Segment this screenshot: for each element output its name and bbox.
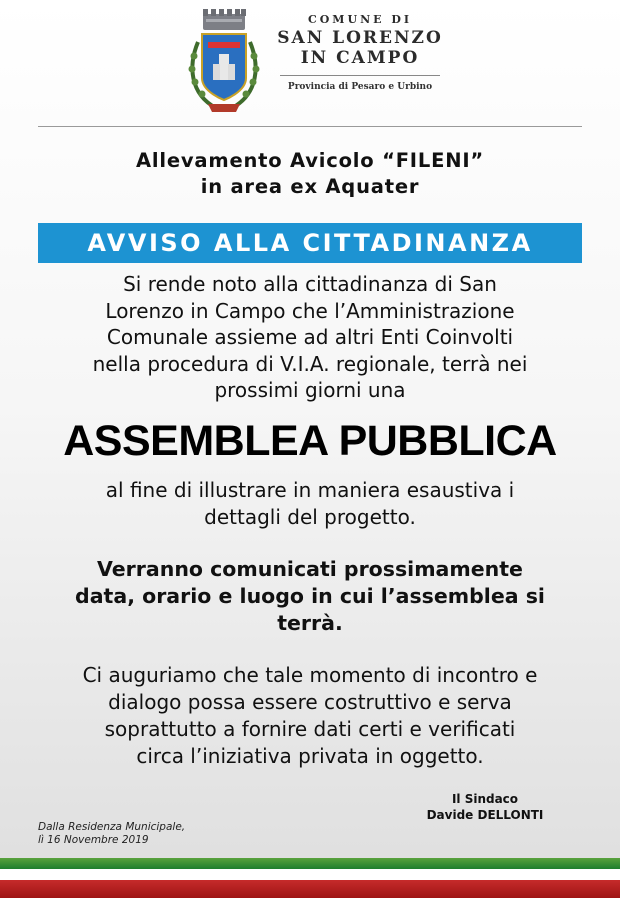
comune-name	[268, 12, 452, 93]
intro-line: Lorenzo in Campo che l’Amministrazione	[105, 298, 515, 323]
place-label: Dalla Residenza Municipale,	[38, 821, 186, 833]
closing-line: circa l’iniziativa privata in oggetto.	[136, 744, 484, 768]
place-date	[38, 821, 238, 847]
comune-line-3: IN CAMPO	[300, 48, 420, 68]
divider	[38, 126, 582, 127]
signature-block	[400, 791, 570, 823]
notice-subject	[0, 148, 620, 200]
closing-paragraph	[0, 662, 620, 770]
intro-line: prossimi giorni una	[214, 378, 406, 402]
notice-line: terrà.	[277, 611, 343, 635]
provincia-label: Provincia di Pesaro e Urbino	[287, 82, 433, 92]
purpose-line: al fine di illustrare in maniera esaustiva i	[105, 478, 515, 502]
notice-line: Verranno comunicati prossimamente	[97, 557, 523, 581]
flag-stripe-green	[0, 858, 620, 869]
closing-line: dialogo possa essere costruttivo e serva	[108, 690, 512, 714]
notice-banner: AVVISO ALLA CITTADINANZA	[38, 223, 582, 263]
purpose-line: dettagli del progetto.	[204, 504, 416, 529]
notice-line: data, orario e luogo in cui l’assemblea si	[75, 584, 545, 608]
date-label: lì 16 Novembre 2019	[38, 834, 149, 846]
notice-paragraph	[0, 556, 620, 637]
intro-line: Comunale assieme ad altri Enti Coinvolti	[106, 325, 514, 349]
intro-line: Si rende noto alla cittadinanza di San	[123, 272, 497, 296]
comune-line-2: SAN LORENZO	[277, 28, 443, 48]
intro-paragraph	[0, 271, 620, 404]
signature-title: Il Sindaco	[451, 792, 519, 806]
headline-assemblea: ASSEMBLEA PUBBLICA	[63, 417, 557, 465]
purpose-paragraph	[0, 477, 620, 530]
closing-line: soprattutto a fornire dati certi e verificati	[104, 717, 516, 741]
comune-line-1: COMUNE DI	[307, 13, 413, 26]
flag-stripe-white	[0, 869, 620, 880]
flag-stripe-red	[0, 880, 620, 898]
header-rule	[280, 75, 440, 76]
municipal-coat-of-arms-icon	[186, 6, 262, 118]
signature-name: Davide DELLONTI	[426, 808, 544, 822]
closing-line: Ci auguriamo che tale momento di incontro e	[82, 663, 538, 687]
intro-line: nella procedura di V.I.A. regionale, terrà nei	[92, 351, 528, 376]
subject-line-2: in area ex Aquater	[200, 175, 420, 198]
subject-line-1: Allevamento Avicolo “FILENI”	[135, 149, 485, 172]
letterhead	[0, 0, 620, 125]
